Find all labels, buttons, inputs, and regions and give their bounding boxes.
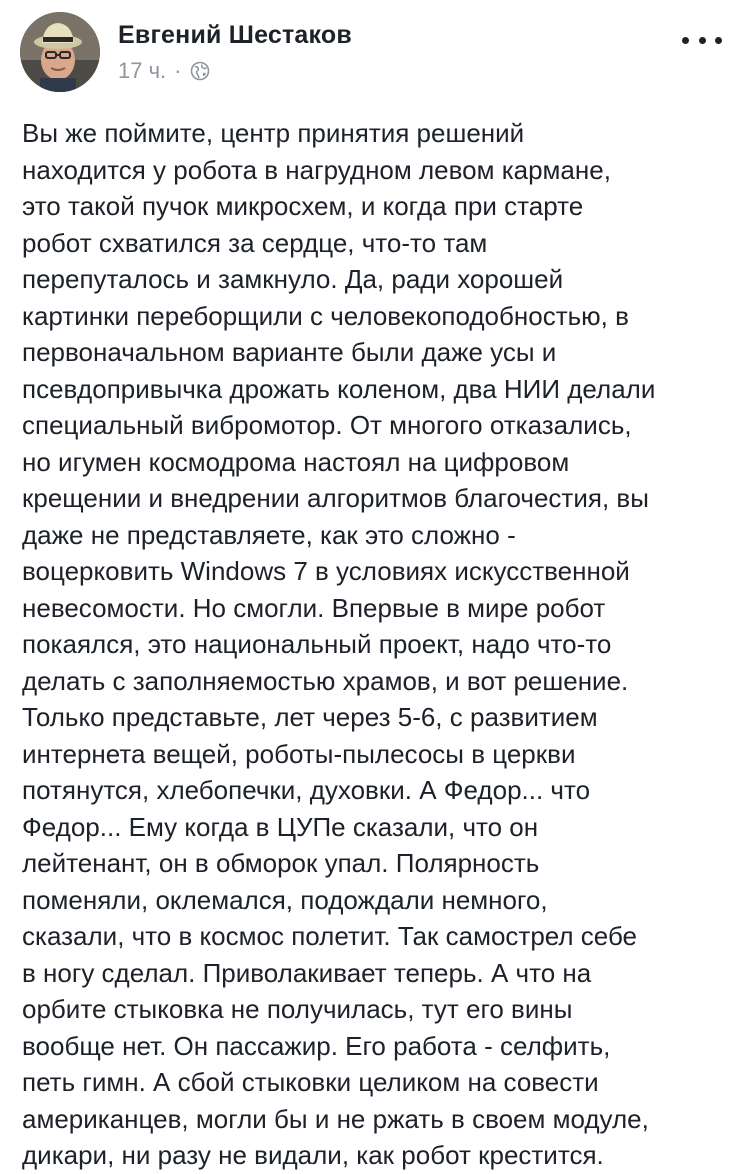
post-text-line: перепуталось и замкнуло. Да, ради хорошей bbox=[22, 264, 564, 294]
globe-icon bbox=[190, 61, 210, 81]
post-text-line: специальный вибромотор. От многого отказались, bbox=[22, 410, 632, 440]
post-text-line: первоначальном варианте были даже усы и bbox=[22, 337, 557, 367]
post-text-line: интернета вещей, роботы-пылесосы в церкви bbox=[22, 738, 576, 769]
post-text-line: дикари, ни разу не видали, как робот крестится. bbox=[22, 1140, 604, 1170]
post-text-line: невесомости. Но смогли. Впервые в мире робот bbox=[22, 592, 606, 623]
post-text-line: это такой пучок микросхем, и когда при старте bbox=[22, 191, 584, 221]
post-text-line: Федор... Ему когда в ЦУПе сказали, что он bbox=[22, 811, 539, 842]
post-text-line: делать с заполняемостью храмов, и вот решение. bbox=[22, 665, 629, 696]
post-text-line: лейтенант, он в обморок упал. Полярность bbox=[22, 848, 540, 878]
more-options-icon[interactable] bbox=[682, 30, 722, 50]
post-text-line: орбите стыковка не получилась, тут его вины bbox=[22, 994, 573, 1024]
post-text-line: Только представьте, лет через 5-6, с развитием bbox=[22, 702, 598, 732]
post-timestamp[interactable]: 17 ч. bbox=[118, 58, 167, 83]
post-text-line: вообще нет. Он пассажир. Его работа - селфить, bbox=[22, 1030, 611, 1061]
dot bbox=[699, 37, 706, 44]
meta-separator: · bbox=[174, 58, 182, 83]
post-meta bbox=[118, 58, 210, 84]
post-text-line: робот схватился за сердце, что-то там bbox=[22, 227, 488, 258]
post-text-line: даже не представляете, как это сложно - bbox=[22, 519, 516, 550]
post-text-line: покаялся, это национальный проект, надо что-то bbox=[22, 629, 612, 659]
post-text-line: американцев, могли бы и не ржать в своем модуле, bbox=[22, 1103, 649, 1134]
post-text-line: Вы же поймите, центр принятия решений bbox=[22, 118, 525, 148]
post-text-line: поменяли, оклемался, подождали немного, bbox=[22, 884, 548, 915]
post-text-line: картинки переборщили с человекоподобностью, в bbox=[22, 300, 629, 331]
post-text-line: петь гимн. А сбой стыковки целиком на совести bbox=[22, 1067, 599, 1097]
post-text-line: крещении и внедрении алгоритмов благочестия, вы bbox=[22, 483, 649, 513]
post-text-line: сказали, что в космос полетит. Так самострел себе bbox=[22, 921, 637, 951]
dot bbox=[715, 37, 722, 44]
avatar-photo-icon bbox=[20, 12, 100, 92]
post-text-line: в ногу сделал. Приволакивает теперь. А что на bbox=[22, 957, 592, 988]
author-name[interactable]: Евгений Шестаков bbox=[118, 21, 352, 49]
post-header bbox=[20, 12, 730, 92]
post-text-line: псевдопривычка дрожать коленом, два НИИ делали bbox=[22, 373, 656, 404]
post-text bbox=[22, 115, 734, 1174]
post-text-line: но игумен космодрома настоял на цифровом bbox=[22, 446, 570, 477]
post-text-line: находится у робота в нагрудном левом кармане, bbox=[22, 154, 611, 185]
dot bbox=[682, 37, 689, 44]
post-text-line: потянутся, хлебопечки, духовки. А Федор... что bbox=[22, 775, 591, 805]
avatar[interactable] bbox=[20, 12, 100, 92]
post-text-line: воцерковить Windows 7 в условиях искусственной bbox=[22, 556, 630, 586]
